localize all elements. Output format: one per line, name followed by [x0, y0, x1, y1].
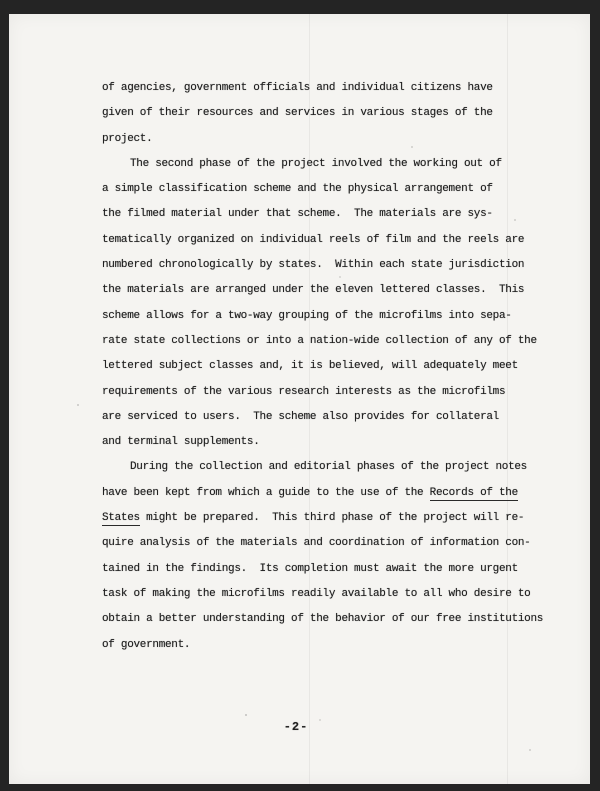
text-segment: tained in the findings. Its completion must await the more urgent: [102, 562, 518, 575]
text-line: [102, 354, 572, 379]
text-line: [102, 557, 572, 582]
text-segment: quire analysis of the materials and coordination of information con-: [102, 537, 531, 550]
text-segment: During the collection and editorial phases of the project notes: [130, 461, 527, 474]
text-segment: scheme allows for a two-way grouping of the microfilms into sepa-: [102, 309, 512, 322]
text-segment: tematically organized on individual reels of film and the reels are: [102, 233, 525, 246]
page-text: [102, 76, 572, 658]
text-line: [102, 607, 572, 632]
text-segment: the materials are arranged under the eleven lettered classes. This: [102, 284, 525, 297]
text-line: [102, 101, 572, 126]
text-line: [102, 430, 572, 455]
text-segment: requirements of the various research interests as the microfilms: [102, 385, 506, 398]
text-segment: rate state collections or into a nation-wide collection of any of the: [102, 334, 537, 347]
text-line: [102, 481, 572, 506]
text-line: [102, 202, 572, 227]
text-line: [102, 531, 572, 556]
text-line: [102, 228, 572, 253]
text-segment: of government.: [102, 638, 191, 651]
text-line: [102, 633, 572, 658]
text-segment: are serviced to users. The scheme also provides for collateral: [102, 410, 499, 423]
text-line: [102, 455, 572, 480]
text-line: [102, 278, 572, 303]
text-segment: the filmed material under that scheme. The materials are sys-: [102, 208, 493, 221]
text-line: [102, 405, 572, 430]
text-line: [102, 582, 572, 607]
document-page: [9, 14, 590, 784]
text-line: [102, 380, 572, 405]
text-segment: might be prepared. This third phase of the project will re-: [139, 512, 525, 525]
text-segment: The second phase of the project involved the working out of: [130, 157, 502, 170]
scan-noise: [9, 14, 11, 16]
underlined-text: States: [102, 512, 140, 525]
text-line: [102, 127, 572, 152]
page-number: -2-: [283, 720, 309, 734]
text-segment: lettered subject classes and, it is believed, will adequately meet: [102, 360, 518, 373]
text-line: [102, 177, 572, 202]
text-segment: obtain a better understanding of the behavior of our free institutions: [102, 613, 544, 626]
text-line: [102, 329, 572, 354]
text-segment: a simple classification scheme and the physical arrangement of: [102, 183, 493, 196]
text-segment: of agencies, government officials and individual citizens have: [102, 82, 493, 94]
text-segment: and terminal supplements.: [102, 436, 260, 449]
text-line: [102, 152, 572, 177]
text-segment: given of their resources and services in various stages of the: [102, 107, 493, 120]
text-line: [102, 253, 572, 278]
text-line: [102, 76, 572, 101]
text-line: [102, 304, 572, 329]
underlined-text: Records of the: [429, 486, 518, 499]
text-line: [102, 506, 572, 531]
text-segment: numbered chronologically by states. Within each state jurisdiction: [102, 259, 525, 272]
text-segment: have been kept from which a guide to the use of the: [102, 486, 430, 499]
text-segment: project.: [102, 132, 153, 145]
text-segment: task of making the microfilms readily available to all who desire to: [102, 587, 531, 600]
